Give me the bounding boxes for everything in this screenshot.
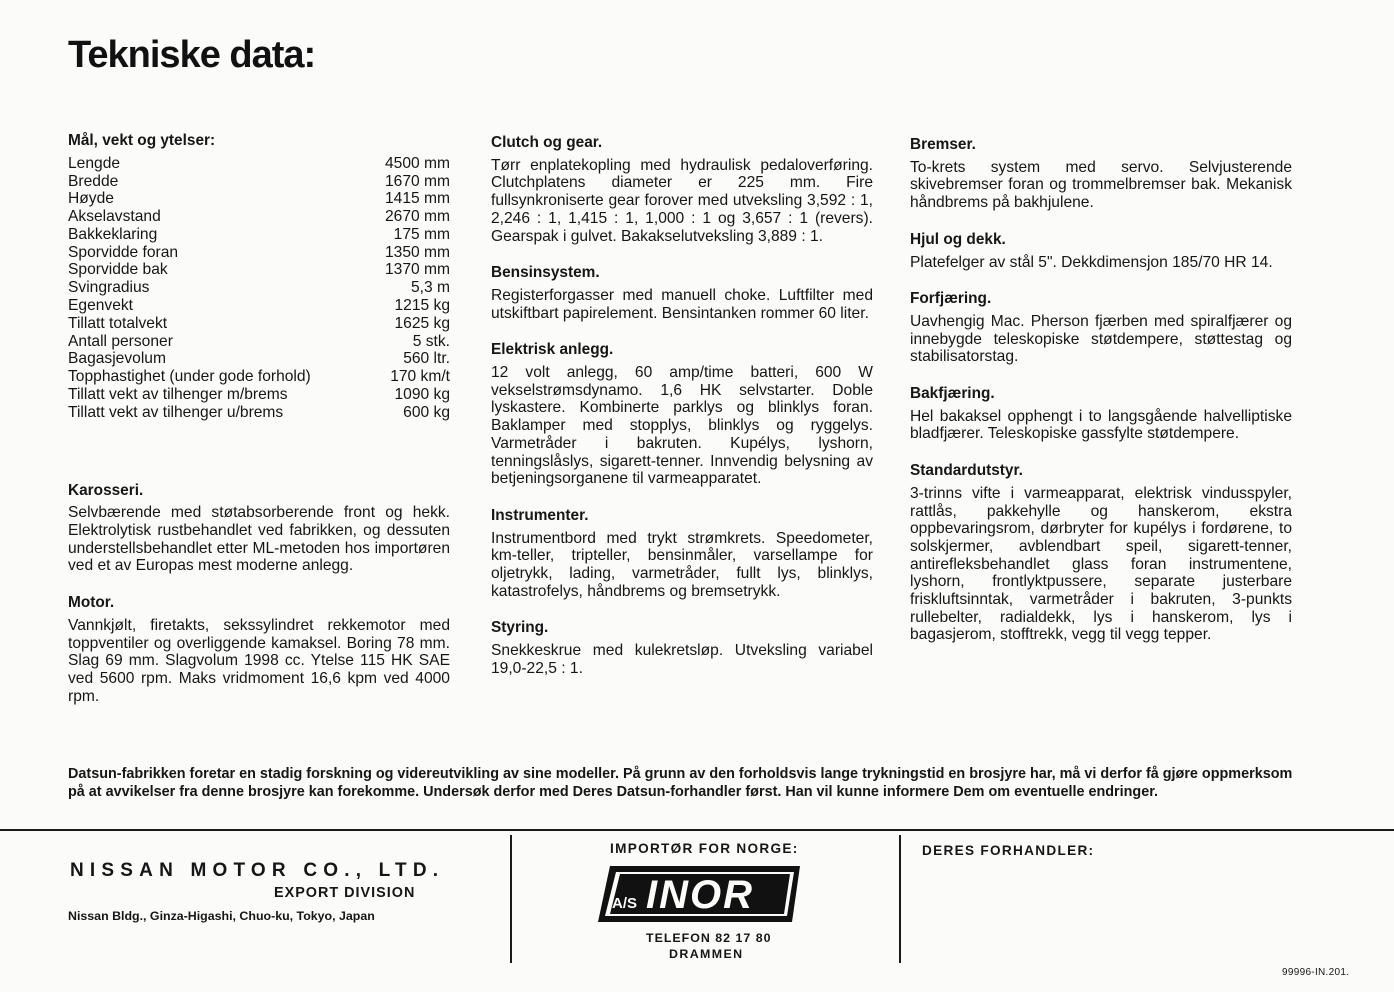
column-right	[910, 136, 1292, 644]
inor-logo	[590, 860, 810, 928]
bremser-text: To-krets system med servo. Selvjusterende skivebremser foran og trommelbremser bak. Mekanisk håndbrems på bakhjulene.	[910, 158, 1292, 212]
importer-city: DRAMMEN	[669, 947, 744, 961]
spec-row	[68, 190, 450, 208]
styring-title: Styring.	[491, 619, 549, 637]
spec-value: 1625 kg	[394, 314, 450, 332]
hjul-text: Platefelger av stål 5". Dekkdimensjon 185/70 HR 14.	[910, 253, 1273, 271]
bremser-title: Bremser.	[910, 136, 976, 153]
forfjaering-title: Forfjæring.	[910, 290, 992, 308]
spec-row	[68, 208, 450, 226]
spec-label: Sporvidde bak	[68, 261, 168, 279]
styring-text: Snekkeskrue med kulekretsløp. Utveksling variabel 19,0-22,5 : 1.	[491, 642, 873, 677]
instrumenter-title: Instrumenter.	[491, 506, 589, 524]
spec-value: 1370 mm	[384, 261, 450, 279]
spec-label: Lengde	[68, 154, 121, 172]
spec-value: 5 stk.	[412, 332, 450, 350]
footer-column-divider	[899, 835, 901, 963]
importer-phone: TELEFON 82 17 80	[646, 931, 772, 945]
spec-label: Tillatt vekt av tilhenger u/brems	[68, 403, 284, 421]
spec-value: 1350 mm	[384, 243, 450, 261]
spec-row	[68, 333, 450, 351]
dealer-heading: DERES FORHANDLER:	[922, 843, 1095, 858]
catalog-code: 99996-IN.201.	[1282, 967, 1350, 978]
dimensions-title: Mål, vekt og ytelser:	[68, 132, 216, 149]
motor-title: Motor.	[68, 594, 115, 612]
hjul-title: Hjul og dekk.	[910, 230, 1006, 248]
bakfjaering-text: Hel bakaksel opphengt i to langsgående halvelliptiske bladfjærer. Teleskopiske gassfylte støtdempere.	[910, 407, 1292, 443]
spec-row	[68, 155, 450, 173]
spec-value: 1215 kg	[394, 297, 450, 315]
spec-label: Egenvekt	[68, 297, 134, 315]
spec-label: Høyde	[68, 190, 114, 208]
spec-value: 560 ltr.	[403, 350, 450, 368]
spec-label: Bredde	[68, 172, 119, 190]
spec-label: Svingradius	[68, 279, 150, 297]
spec-row	[68, 386, 450, 404]
manufacturer-name: NISSAN MOTOR CO., LTD.	[70, 860, 445, 881]
spec-value: 4500 mm	[384, 154, 450, 172]
spec-value: 5,3 m	[411, 279, 450, 297]
spec-row	[68, 261, 450, 279]
manufacturer-division: EXPORT DIVISION	[274, 885, 416, 901]
spec-label: Tillatt vekt av tilhenger m/brems	[68, 386, 288, 404]
spec-value: 170 km/t	[390, 368, 450, 386]
spec-label: Topphastighet (under gode forhold)	[68, 368, 311, 386]
spec-label: Akselavstand	[68, 208, 161, 226]
footer-divider	[0, 829, 1394, 831]
spec-value: 1415 mm	[384, 190, 450, 208]
elektrisk-title: Elektrisk anlegg.	[491, 341, 614, 359]
spec-row	[68, 315, 450, 333]
clutch-text: Tørr enplatekopling med hydraulisk pedaloverføring. Clutchplatens diameter er 225 mm. Fire fullsynkroniserte gear forover med utveksling 3,592 : 1, 2,246 : 1, 1,415 : 1, 1,000 : 1 og 3,657 : 1 (revers). Gearspak i gulvet. Bakakselutveksling 3,889 : 1.	[491, 156, 873, 245]
footer-column-divider	[510, 835, 512, 963]
spec-row	[68, 244, 450, 262]
spec-label: Bagasjevolum	[68, 350, 166, 368]
spec-row	[68, 173, 450, 191]
spec-label: Tillatt totalvekt	[68, 314, 168, 332]
clutch-title: Clutch og gear.	[491, 134, 603, 151]
karosseri-title: Karosseri.	[68, 481, 144, 499]
spec-row	[68, 404, 450, 422]
motor-text: Vannkjølt, firetakts, sekssylindret rekkemotor med toppventiler og overliggende kamaksel. Boring 78 mm. Slag 69 mm. Slagvolum 1998 cc. Ytelse 115 HK SAE ved 5600 rpm. Maks vridmoment 16,6 kpm ved 4000 rpm.	[68, 616, 450, 705]
spec-row	[68, 226, 450, 244]
elektrisk-text: 12 volt anlegg, 60 amp/time batteri, 600 W vekselstrømsdynamo. 1,6 HK selvstarter. Doble lyskastere. Kombinerte parklys og blinklys foran. Baklamper med stopplys, blinklys og ryggelys. Varmetråder i bakruten. Kupélys, lyshorn, tenningslåslys, sigarett-tenner. Innvendig belysning av betjeningsorganene til varmeapparatet.	[491, 364, 873, 488]
column-left	[68, 132, 450, 705]
logo-text: INOR	[646, 873, 754, 917]
spec-row	[68, 279, 450, 297]
spec-label: Sporvidde foran	[68, 243, 179, 261]
spec-list	[68, 155, 450, 422]
importer-heading: IMPORTØR FOR NORGE:	[610, 841, 799, 856]
spec-row	[68, 297, 450, 315]
logo-prefix: A/S	[612, 895, 638, 912]
spec-value: 175 mm	[393, 225, 450, 243]
forfjaering-text: Uavhengig Mac. Pherson fjærben med spiralfjærer og innebygde teleskopiske støtdempere, støttestag og stabilisatorstag.	[910, 312, 1292, 366]
spec-value: 600 kg	[403, 403, 450, 421]
manufacturer-address: Nissan Bldg., Ginza-Higashi, Chuo-ku, Tokyo, Japan	[68, 909, 375, 923]
spec-row	[68, 368, 450, 386]
spec-row	[68, 350, 450, 368]
spec-value: 1670 mm	[384, 172, 450, 190]
standard-title: Standardutstyr.	[910, 462, 1023, 480]
column-middle	[491, 134, 873, 678]
spec-label: Antall personer	[68, 332, 173, 350]
bensin-title: Bensinsystem.	[491, 264, 600, 282]
spec-label: Bakkeklaring	[68, 225, 158, 243]
instrumenter-text: Instrumentbord med trykt strømkrets. Speedometer, km-teller, tripteller, bensinmåler, varsellampe for oljetrykk, lading, varmetråder, fullt lys, blinklys, katastrofelys, håndbrems og bremsetrykk.	[491, 529, 873, 600]
bensin-text: Registerforgasser med manuell choke. Luftfilter med utskiftbart papirelement. Bensintanken rommer 60 liter.	[491, 286, 873, 322]
karosseri-text: Selvbærende med støtabsorberende front og hekk. Elektrolytisk rustbehandlet ved fabrikken, og dessuten understellsbehandlet etter ML-metoden hos importøren ved et av Europas mest moderne anlegg.	[68, 504, 450, 575]
standard-text: 3-trinns vifte i varmeapparat, elektrisk vindusspyler, rattlås, pakkehylle og hanskerom, ekstra oppbevaringsrom, dørbryter for kupélys i fordørene, to solskjermer, avblendbart speil, sigarett-tenner, antirefleksbehandlet glass foran instrumentene, lyshorn, frontlyktpussere, separate justerbare friskluftsinntak, varmetråder i bakruten, 3-punkts rullebelter, radialdekk, lys i hanskerom, lys i bagasjerom, stofftrekk, vegg til vegg tepper.	[910, 484, 1292, 644]
spec-value: 1090 kg	[394, 386, 450, 404]
disclaimer: Datsun-fabrikken foretar en stadig forskning og videreutvikling av sine modeller. På grunn av den forholdsvis lange trykningstid en brosjyre har, må vi derfor få gjøre oppmerksom på at avvikelser fra denne brosjyre kan forekomme. Undersøk derfor med Deres Datsun-forhandler først. Han vil kunne informere Dem om eventuelle endringer.	[68, 766, 1293, 800]
spec-value: 2670 mm	[384, 208, 450, 226]
bakfjaering-title: Bakfjæring.	[910, 385, 995, 403]
page-title: Tekniske data:	[68, 34, 316, 76]
